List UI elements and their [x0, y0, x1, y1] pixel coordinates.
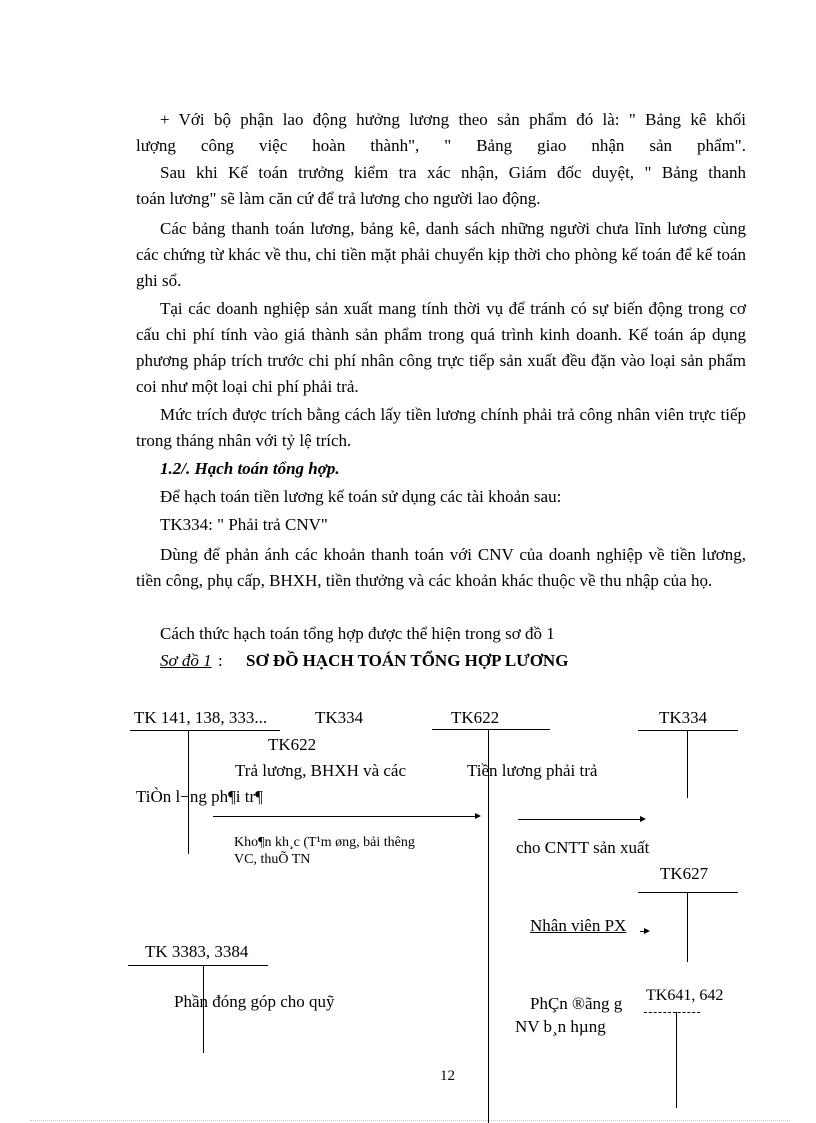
account-tk622-left-label: TK622: [268, 735, 317, 754]
page-number: 12: [440, 1068, 455, 1084]
account-tk141-label: TK 141, 138, 333...: [134, 708, 268, 727]
account-tk3383-line: [128, 965, 268, 966]
account-tk641-line: [644, 1012, 700, 1013]
account-tk627-label: TK627: [660, 864, 709, 883]
account-tk334-right-label: TK334: [659, 708, 708, 727]
paragraph-5: Mức trích được trích bằng cách lấy tiền lương chính phải trả công nhân viên trực tiếp trong tháng nhân với tỷ lệ trích.: [136, 405, 746, 450]
paragraph-2-line-2: toán lương" sẽ làm căn cứ để trả lương cho người lao động.: [136, 189, 541, 208]
account-tk622-line: [432, 729, 550, 730]
page-bottom-divider: [30, 1120, 790, 1121]
flow-nhan-vien-px: Nhân viên PX: [530, 916, 627, 935]
account-tk622-right-label: TK622: [451, 708, 500, 727]
paragraph-1-line-2: lượng công việc hoàn thành", " Bảng giao nhận sản phẩm".: [136, 136, 746, 155]
diagram-title: SƠ ĐỒ HẠCH TOÁN TỔNG HỢP LƯƠNG: [246, 651, 569, 670]
diagram-label: Sơ đồ 1: [160, 651, 212, 670]
paragraph-2-line-1: Sau khi Kế toán trưởng kiểm tra xác nhận, Giám đốc duyệt, " Bảng thanh: [160, 163, 746, 182]
paragraph-1-line-1: + Với bộ phận lao động hưởng lương theo sản phẩm đó là: " Bảng kê khối: [160, 110, 746, 129]
arrow-to-tk627: [640, 931, 648, 932]
paragraph-3: Các bảng thanh toán lương, bảng kê, danh sách những người chưa lĩnh lương cùng các chứng từ khác về thu, chi tiền mặt phải chuyển kịp thời cho phòng kế toán để kế toán ghi sổ.: [136, 219, 746, 290]
flow-tien-luong-garbled: TiÒn l¬ng ph¶i tr¶: [136, 787, 263, 806]
account-tk627-stem: [687, 892, 688, 962]
flow-phan-dong-gop: Phần đóng góp cho quỹ: [174, 992, 335, 1011]
account-tk334-right-stem: [687, 730, 688, 798]
account-tk334-right-line: [638, 730, 738, 731]
section-heading: 1.2/. Hạch toán tổng hợp.: [160, 459, 340, 478]
flow-nv-ban-hang: NV b¸n hµng: [515, 1017, 606, 1036]
account-tk141-line: [130, 730, 280, 731]
flow-tien-luong-phai-tra: Tiền lương phải trả: [467, 761, 598, 780]
paragraph-6: Để hạch toán tiền lương kế toán sử dụng các tài khoản sau:: [160, 487, 562, 506]
paragraph-8: Dùng để phản ánh các khoản thanh toán với CNV của doanh nghiệp về tiền lương, tiền công, phụ cấp, BHXH, tiền thưởng và các khoản khác thuộc về thu nhập của họ.: [136, 545, 746, 590]
flow-cho-cntt: cho CNTT sản xuất: [516, 838, 650, 857]
account-tk641-label: TK641, 642: [646, 987, 724, 1004]
paragraph-7: TK334: " Phải trả CNV": [160, 515, 328, 534]
account-tk627-line: [638, 892, 738, 893]
paragraph-9: Cách thức hạch toán tổng hợp được thể hiện trong sơ đồ 1: [160, 624, 555, 643]
flow-phcn-garbled: PhÇn ®ãng g: [530, 994, 623, 1013]
account-tk334-left-label: TK334: [315, 708, 364, 727]
flow-khoan-khac: Kho¶n kh¸c (T¹m øng, bải thêng VC, thuÕ TN: [234, 835, 415, 867]
flow-tra-luong: Trả lương, BHXH và các: [235, 761, 407, 780]
account-tk3383-label: TK 3383, 3384: [145, 942, 249, 961]
arrow-to-tk334-right: [518, 819, 644, 820]
arrow-to-tk622: [213, 816, 479, 817]
account-tk622-stem: [488, 729, 489, 1123]
paragraph-4: Tại các doanh nghiệp sản xuất mang tính thời vụ để tránh có sự biến động trong cơ cấu chi phí tính vào giá thành sản phẩm trong quá trình kinh doanh. Kế toán áp dụng phương pháp trích trước chi phí nhân công trực tiếp sản xuất đều đặn vào loại sản phẩm coi như một loại chi phí phải trả.: [136, 299, 746, 396]
diagram-label-colon: :: [218, 651, 223, 670]
account-tk641-stem: [676, 1012, 677, 1108]
